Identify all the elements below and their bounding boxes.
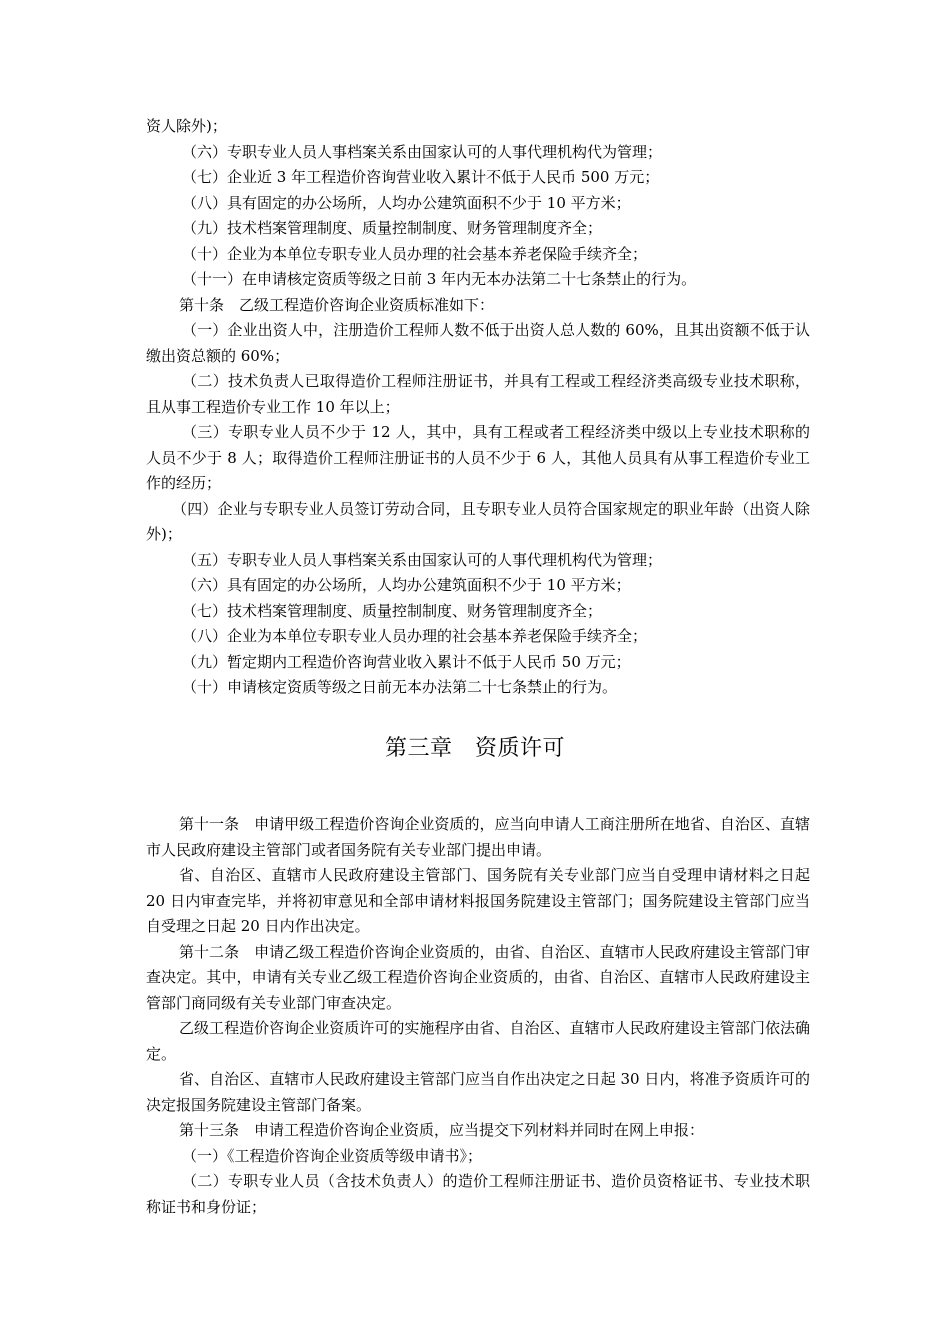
paragraph: 资人除外)； xyxy=(146,117,227,135)
list-item: （八）具有固定的办公场所，人均办公建筑面积不少于 10 平方米； xyxy=(182,193,631,212)
article-paragraph: 第十一条 申请甲级工程造价咨询企业资质的，应当向申请人工商注册所在地省、自治区、直辖市人民政府建设主管部门或者国务院有关专业部门提出申请。 xyxy=(146,815,810,859)
paragraph: 省、自治区、直辖市人民政府建设主管部门、国务院有关专业部门应当自受理申请材料之日起 20 日内审查完毕，并将初审意见和全部申请材料报国务院建设主管部门；国务院建设主管部门应当自受理之日起 20 日内作出决定。 xyxy=(146,866,810,935)
list-item: （四）企业与专职专业人员签订劳动合同，且专职专业人员符合国家规定的职业年龄（出资人除外)； xyxy=(146,499,810,543)
chapter-title: 第三章 资质许可 xyxy=(384,736,565,761)
body-text-upper xyxy=(146,114,810,701)
list-item: （九）技术档案管理制度、质量控制制度、财务管理制度齐全； xyxy=(182,219,603,237)
paragraph: 省、自治区、直辖市人民政府建设主管部门应当自作出决定之日起 30 日内，将准予资质许可的决定报国务院建设主管部门备案。 xyxy=(146,1070,810,1114)
list-item: （五）专职专业人员人事档案关系由国家认可的人事代理机构代为管理； xyxy=(182,550,663,569)
list-item: （六）具有固定的办公场所，人均办公建筑面积不少于 10 平方米； xyxy=(182,576,631,594)
paragraph: 乙级工程造价咨询企业资质许可的实施程序由省、自治区、直辖市人民政府建设主管部门依法确定。 xyxy=(146,1019,810,1063)
list-item: （七）企业近 3 年工程造价咨询营业收入累计不低于人民币 500 万元； xyxy=(182,168,660,186)
article-paragraph: 第十三条 申请工程造价咨询企业资质，应当提交下列材料并同时在网上申报： xyxy=(179,1121,705,1139)
article-paragraph: 第十二条 申请乙级工程造价咨询企业资质的，由省、自治区、直辖市人民政府建设主管部门审查决定。其中，申请有关专业乙级工程造价咨询企业资质的，由省、自治区、直辖市人民政府建设主管部门商同级有关专业部门审查决定。 xyxy=(146,942,810,1012)
list-item: （六）专职专业人员人事档案关系由国家认可的人事代理机构代为管理； xyxy=(182,142,663,161)
list-item: （二）专职专业人员（含技术负责人）的造价工程师注册证书、造价员资格证书、专业技术职称证书和身份证； xyxy=(146,1172,810,1216)
list-item: （一）《工程造价咨询企业资质等级申请书》； xyxy=(182,1146,483,1165)
list-item: （七）技术档案管理制度、质量控制制度、财务管理制度齐全； xyxy=(182,601,603,620)
list-item: （三）专职专业人员不少于 12 人，其中，具有工程或者工程经济类中级以上专业技术职称的人员不少于 8 人；取得造价工程师注册证书的人员不少于 6 人，其他人员具有从事工程造价专业工作的经历； xyxy=(146,423,810,492)
list-item: （一）企业出资人中，注册造价工程师人数不低于出资人总人数的 60%，且其出资额不低于认缴出资总额的 60%； xyxy=(146,321,810,365)
list-item: （十一）在申请核定资质等级之日前 3 年内无本办法第二十七条禁止的行为。 xyxy=(182,270,697,288)
list-item: （十）申请核定资质等级之日前无本办法第二十七条禁止的行为。 xyxy=(182,678,618,696)
body-text-lower xyxy=(146,812,810,1220)
list-item: （九）暂定期内工程造价咨询营业收入累计不低于人民币 50 万元； xyxy=(182,652,631,671)
list-item: （二）技术负责人已取得造价工程师注册证书，并具有工程或工程经济类高级专业技术职称，且从事工程造价专业工作 10 年以上； xyxy=(146,372,810,416)
list-item: （十）企业为本单位专职专业人员办理的社会基本养老保险手续齐全； xyxy=(182,244,648,263)
article-heading: 第十条 乙级工程造价咨询企业资质标准如下： xyxy=(179,295,495,314)
list-item: （八）企业为本单位专职专业人员办理的社会基本养老保险手续齐全； xyxy=(182,627,648,645)
